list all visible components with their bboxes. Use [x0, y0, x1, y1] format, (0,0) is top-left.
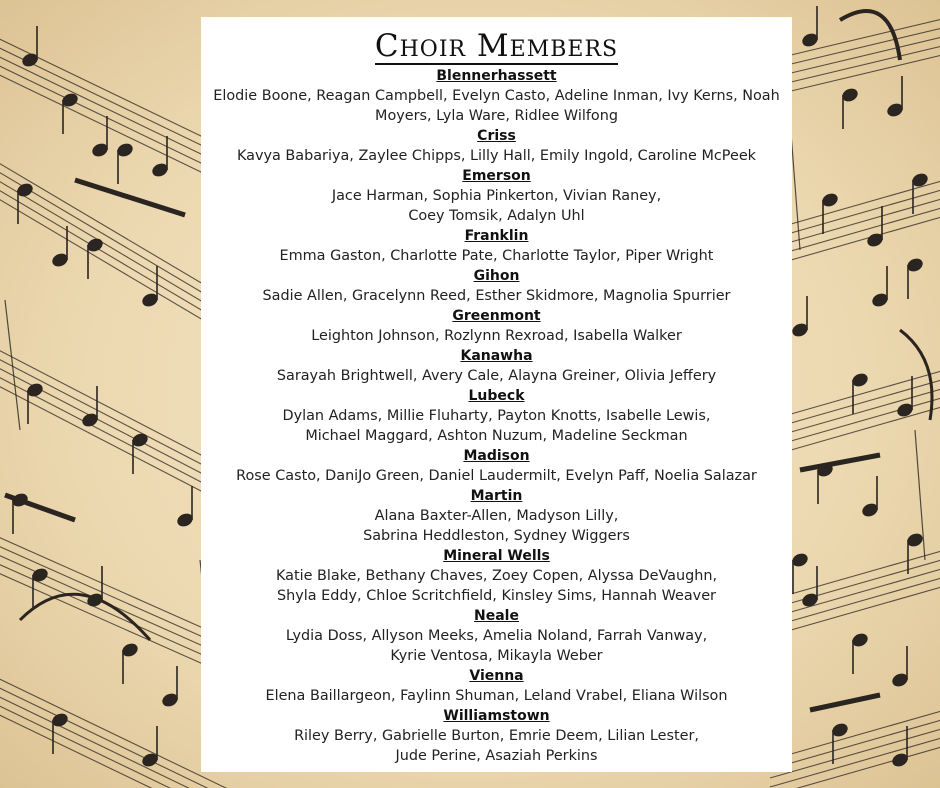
group-name: Martin [470, 488, 523, 504]
group-members: Alana Baxter-Allen, Madyson Lilly, Sabrina Heddleston, Sydney Wiggers [363, 508, 630, 544]
group-neale [201, 606, 792, 666]
group-name: Franklin [464, 228, 529, 244]
group-members: Emma Gaston, Charlotte Pate, Charlotte Taylor, Piper Wright [279, 248, 714, 264]
group-name: Mineral Wells [443, 548, 550, 564]
group-kanawha [201, 346, 792, 386]
group-members: Rose Casto, DaniJo Green, Daniel Laudermilt, Evelyn Paff, Noelia Salazar [236, 468, 757, 484]
group-criss [201, 126, 792, 166]
group-blennerhassett [201, 66, 792, 126]
group-madison [201, 446, 792, 486]
group-members: Katie Blake, Bethany Chaves, Zoey Copen, Alyssa DeVaughn, Shyla Eddy, Chloe Scritchfield, Kinsley Sims, Hannah Weaver [275, 568, 718, 604]
group-name: Greenmont [452, 308, 541, 324]
group-williamstown [201, 706, 792, 766]
members-card [201, 17, 792, 772]
group-name: Gihon [473, 268, 520, 284]
group-members: Sarayah Brightwell, Avery Cale, Alayna Greiner, Olivia Jeffery [276, 368, 717, 384]
group-members: Riley Berry, Gabrielle Burton, Emrie Deem, Lilian Lester, Jude Perine, Asaziah Perkins [294, 728, 699, 764]
group-members: Dylan Adams, Millie Fluharty, Payton Knotts, Isabelle Lewis, Michael Maggard, Ashton Nuzum, Madeline Seckman [282, 408, 711, 444]
group-name: Vienna [469, 668, 524, 684]
group-mineral-wells [201, 546, 792, 606]
group-name: Lubeck [468, 388, 525, 404]
group-gihon [201, 266, 792, 306]
group-name: Madison [463, 448, 530, 464]
group-members: Sadie Allen, Gracelynn Reed, Esther Skidmore, Magnolia Spurrier [262, 288, 731, 304]
member-list [201, 66, 792, 766]
group-members: Lydia Doss, Allyson Meeks, Amelia Noland, Farrah Vanway, Kyrie Ventosa, Mikayla Weber [285, 628, 708, 664]
group-name: Neale [474, 608, 519, 624]
group-members: Elodie Boone, Reagan Campbell, Evelyn Casto, Adeline Inman, Ivy Kerns, Noah Moyers, Lyla Ware, Ridlee Wilfong [213, 88, 780, 124]
group-greenmont [201, 306, 792, 346]
group-name: Blennerhassett [436, 68, 557, 84]
group-name: Emerson [462, 168, 531, 184]
group-franklin [201, 226, 792, 266]
group-emerson [201, 166, 792, 226]
group-name: Williamstown [443, 708, 550, 724]
group-members: Kavya Babariya, Zaylee Chipps, Lilly Hall, Emily Ingold, Caroline McPeek [236, 148, 757, 164]
group-name: Kanawha [460, 348, 533, 364]
group-members: Jace Harman, Sophia Pinkerton, Vivian Raney, Coey Tomsik, Adalyn Uhl [331, 188, 662, 224]
group-martin [201, 486, 792, 546]
group-lubeck [201, 386, 792, 446]
group-members: Elena Baillargeon, Faylinn Shuman, Leland Vrabel, Eliana Wilson [265, 688, 728, 704]
group-vienna [201, 666, 792, 706]
group-name: Criss [477, 128, 516, 144]
page-title: Choir Members [374, 28, 619, 64]
group-members: Leighton Johnson, Rozlynn Rexroad, Isabella Walker [311, 328, 682, 344]
